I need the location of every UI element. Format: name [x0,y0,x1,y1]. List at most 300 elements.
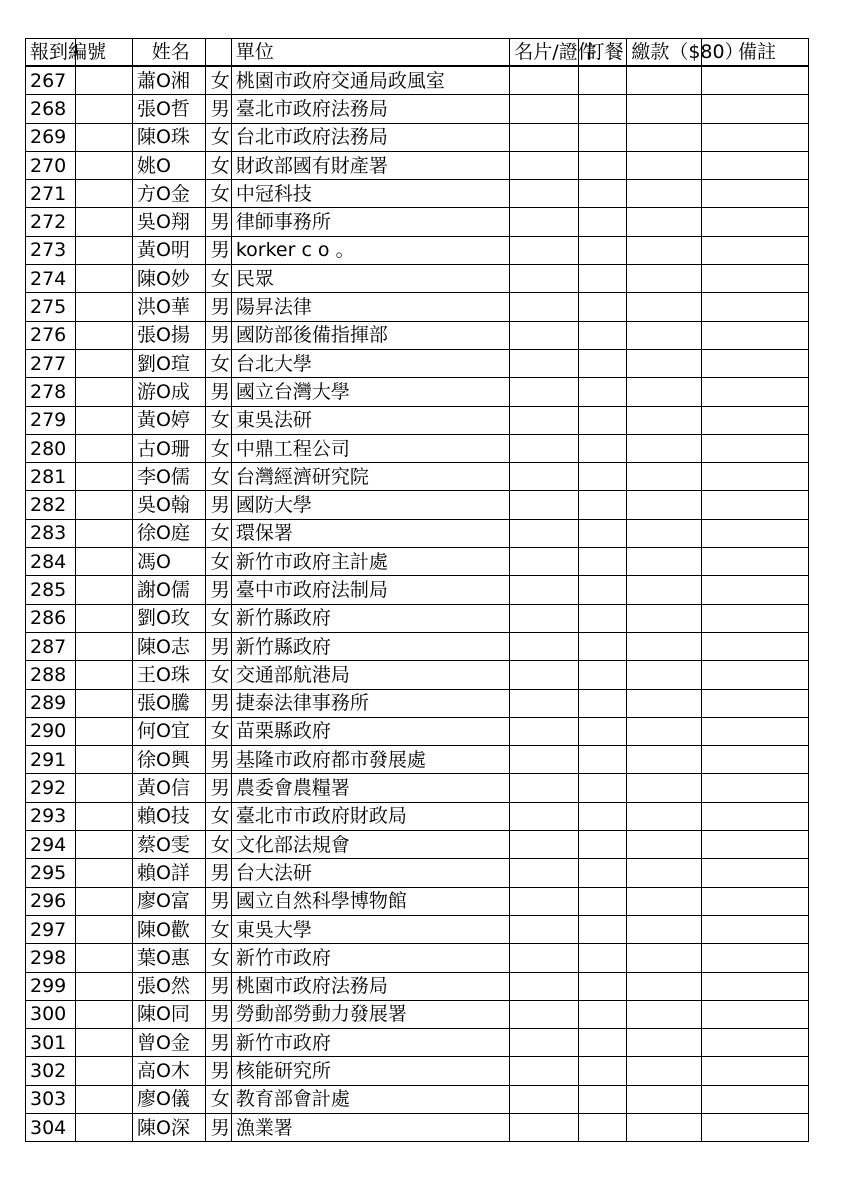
blank-cell [76,349,133,377]
meal-order-cell [578,717,626,745]
payment-cell [627,66,702,95]
remarks-cell [701,576,808,604]
unit-cell: 捷泰法律事務所 [231,689,509,717]
blank-cell [76,689,133,717]
payment-cell [627,180,702,208]
blank-cell [76,208,133,236]
remarks-cell [701,463,808,491]
business-card-cell [510,151,579,179]
unit-cell: 台北大學 [231,349,509,377]
remarks-cell [701,491,808,519]
unit-cell: 農委會農糧署 [231,774,509,802]
remarks-cell [701,349,808,377]
table-row [26,321,809,349]
name-cell: 吳O翔 [132,208,205,236]
table-row [26,661,809,689]
table-row [26,1113,809,1141]
remarks-cell [701,689,808,717]
unit-cell: 國防部後備指揮部 [231,321,509,349]
table-row [26,434,809,462]
meal-order-cell [578,1057,626,1085]
remarks-cell [701,208,808,236]
checkin-number-cell: 294 [26,831,76,859]
checkin-number-cell: 298 [26,944,76,972]
business-card-cell [510,66,579,95]
payment-cell [627,293,702,321]
remarks-cell [701,293,808,321]
name-cell: 蕭O湘 [132,66,205,95]
table-row [26,293,809,321]
payment-cell [627,1029,702,1057]
name-cell: 陳O同 [132,1000,205,1028]
checkin-number-cell: 285 [26,576,76,604]
name-cell: 陳O珠 [132,123,205,151]
unit-cell: 環保署 [231,519,509,547]
payment-cell [627,349,702,377]
blank-cell [76,321,133,349]
sex-cell: 男 [205,236,231,264]
business-card-cell [510,717,579,745]
payment-cell [627,746,702,774]
remarks-cell [701,831,808,859]
sex-cell: 女 [205,519,231,547]
checkin-number-cell: 269 [26,123,76,151]
table-row [26,915,809,943]
blank-cell [76,972,133,1000]
unit-cell: 桃園市政府法務局 [231,972,509,1000]
blank-cell [76,717,133,745]
meal-order-cell [578,604,626,632]
sex-cell: 女 [205,604,231,632]
business-card-cell [510,293,579,321]
table-row [26,123,809,151]
unit-cell: 核能研究所 [231,1057,509,1085]
remarks-cell [701,887,808,915]
registration-table [25,38,809,1142]
name-cell: 陳O妙 [132,265,205,293]
remarks-cell [701,944,808,972]
name-cell: 曾O金 [132,1029,205,1057]
payment-cell [627,604,702,632]
meal-order-cell [578,406,626,434]
checkin-number-cell: 277 [26,349,76,377]
meal-order-cell [578,661,626,689]
checkin-number-cell: 291 [26,746,76,774]
sex-cell: 女 [205,1085,231,1113]
meal-order-cell [578,859,626,887]
unit-cell: 新竹市政府 [231,1029,509,1057]
table-row [26,859,809,887]
checkin-number-cell: 284 [26,548,76,576]
table-row [26,265,809,293]
unit-cell: 財政部國有財產署 [231,151,509,179]
table-row [26,208,809,236]
table-row [26,887,809,915]
meal-order-cell [578,774,626,802]
name-cell: 謝O儒 [132,576,205,604]
name-cell: 姚O [132,151,205,179]
business-card-cell [510,661,579,689]
meal-order-cell [578,831,626,859]
name-cell: 張O揚 [132,321,205,349]
meal-order-cell [578,434,626,462]
checkin-number-cell: 290 [26,717,76,745]
payment-cell [627,1113,702,1141]
remarks-cell [701,1085,808,1113]
blank-cell [76,180,133,208]
business-card-cell [510,746,579,774]
payment-cell [627,859,702,887]
payment-cell [627,378,702,406]
payment-cell [627,915,702,943]
blank-cell [76,491,133,519]
checkin-number-cell: 289 [26,689,76,717]
table-row [26,151,809,179]
checkin-number-cell: 303 [26,1085,76,1113]
table-row [26,1057,809,1085]
payment-cell [627,972,702,1000]
name-cell: 馮O [132,548,205,576]
checkin-number-cell: 287 [26,632,76,660]
meal-order-cell [578,887,626,915]
checkin-number-cell: 304 [26,1113,76,1141]
unit-cell: 律師事務所 [231,208,509,236]
header-name: 姓名 [132,39,205,67]
business-card-cell [510,1113,579,1141]
checkin-number-cell: 272 [26,208,76,236]
payment-cell [627,208,702,236]
business-card-cell [510,632,579,660]
meal-order-cell [578,293,626,321]
name-cell: 洪O華 [132,293,205,321]
table-row [26,831,809,859]
meal-order-cell [578,123,626,151]
remarks-cell [701,1029,808,1057]
table-row [26,944,809,972]
unit-cell: 中冠科技 [231,180,509,208]
blank-cell [76,859,133,887]
table-row [26,378,809,406]
blank-cell [76,887,133,915]
business-card-cell [510,689,579,717]
business-card-cell [510,406,579,434]
checkin-number-cell: 274 [26,265,76,293]
table-row [26,972,809,1000]
sex-cell: 男 [205,1029,231,1057]
blank-cell [76,1000,133,1028]
blank-cell [76,1057,133,1085]
blank-cell [76,66,133,95]
blank-cell [76,1029,133,1057]
sex-cell: 女 [205,180,231,208]
remarks-cell [701,1000,808,1028]
payment-cell [627,1085,702,1113]
payment-cell [627,774,702,802]
business-card-cell [510,831,579,859]
name-cell: 徐O庭 [132,519,205,547]
sex-cell: 男 [205,774,231,802]
checkin-number-cell: 281 [26,463,76,491]
meal-order-cell [578,1000,626,1028]
remarks-cell [701,859,808,887]
remarks-cell [701,236,808,264]
table-row [26,491,809,519]
business-card-cell [510,548,579,576]
business-card-cell [510,604,579,632]
checkin-number-cell: 270 [26,151,76,179]
payment-cell [627,491,702,519]
name-cell: 徐O興 [132,746,205,774]
meal-order-cell [578,180,626,208]
header-payment: 繳款（$80） [627,39,702,67]
unit-cell: 東吳大學 [231,915,509,943]
blank-cell [76,463,133,491]
header-checkin-number: 報到編號 [26,39,76,67]
remarks-cell [701,406,808,434]
remarks-cell [701,95,808,123]
name-cell: 高O木 [132,1057,205,1085]
sex-cell: 女 [205,548,231,576]
payment-cell [627,661,702,689]
blank-cell [76,123,133,151]
remarks-cell [701,66,808,95]
meal-order-cell [578,151,626,179]
table-row [26,576,809,604]
table-row [26,95,809,123]
payment-cell [627,123,702,151]
payment-cell [627,321,702,349]
business-card-cell [510,1085,579,1113]
remarks-cell [701,434,808,462]
sex-cell: 男 [205,321,231,349]
remarks-cell [701,661,808,689]
table-row [26,1029,809,1057]
blank-cell [76,95,133,123]
blank-cell [76,774,133,802]
remarks-cell [701,915,808,943]
unit-cell: 台大法研 [231,859,509,887]
name-cell: 蔡O雯 [132,831,205,859]
meal-order-cell [578,491,626,519]
table-row [26,463,809,491]
payment-cell [627,944,702,972]
meal-order-cell [578,349,626,377]
unit-cell: 台灣經濟研究院 [231,463,509,491]
sex-cell: 男 [205,1113,231,1141]
payment-cell [627,802,702,830]
business-card-cell [510,576,579,604]
business-card-cell [510,519,579,547]
checkin-number-cell: 278 [26,378,76,406]
unit-cell: 國立自然科學博物館 [231,887,509,915]
business-card-cell [510,95,579,123]
unit-cell: 臺中市政府法制局 [231,576,509,604]
name-cell: 劉O瑄 [132,349,205,377]
payment-cell [627,831,702,859]
payment-cell [627,887,702,915]
meal-order-cell [578,208,626,236]
payment-cell [627,548,702,576]
unit-cell: 陽昇法律 [231,293,509,321]
remarks-cell [701,151,808,179]
table-row [26,66,809,95]
payment-cell [627,717,702,745]
meal-order-cell [578,746,626,774]
unit-cell: 中鼎工程公司 [231,434,509,462]
payment-cell [627,519,702,547]
checkin-number-cell: 286 [26,604,76,632]
business-card-cell [510,349,579,377]
meal-order-cell [578,1029,626,1057]
sex-cell: 男 [205,859,231,887]
meal-order-cell [578,519,626,547]
sex-cell: 男 [205,208,231,236]
name-cell: 吳O翰 [132,491,205,519]
checkin-number-cell: 300 [26,1000,76,1028]
checkin-number-cell: 273 [26,236,76,264]
table-row [26,604,809,632]
checkin-number-cell: 282 [26,491,76,519]
sex-cell: 女 [205,717,231,745]
unit-cell: 臺北市政府法務局 [231,95,509,123]
meal-order-cell [578,463,626,491]
unit-cell: 苗栗縣政府 [231,717,509,745]
header-sex [205,39,231,67]
sex-cell: 女 [205,944,231,972]
checkin-number-cell: 288 [26,661,76,689]
unit-cell: 新竹市政府 [231,944,509,972]
meal-order-cell [578,321,626,349]
business-card-cell [510,1057,579,1085]
table-row [26,406,809,434]
unit-cell: 文化部法規會 [231,831,509,859]
payment-cell [627,95,702,123]
sex-cell: 女 [205,265,231,293]
sex-cell: 男 [205,1057,231,1085]
blank-cell [76,151,133,179]
payment-cell [627,576,702,604]
business-card-cell [510,859,579,887]
remarks-cell [701,802,808,830]
sex-cell: 男 [205,576,231,604]
name-cell: 廖O儀 [132,1085,205,1113]
remarks-cell [701,519,808,547]
remarks-cell [701,604,808,632]
unit-cell: 漁業署 [231,1113,509,1141]
unit-cell: 台北市政府法務局 [231,123,509,151]
meal-order-cell [578,689,626,717]
remarks-cell [701,265,808,293]
unit-cell: 東吳法研 [231,406,509,434]
sex-cell: 女 [205,434,231,462]
unit-cell: 基隆市政府都市發展處 [231,746,509,774]
name-cell: 陳O志 [132,632,205,660]
name-cell: 王O珠 [132,661,205,689]
name-cell: 黃O明 [132,236,205,264]
business-card-cell [510,774,579,802]
payment-cell [627,689,702,717]
payment-cell [627,406,702,434]
sex-cell: 男 [205,293,231,321]
name-cell: 廖O富 [132,887,205,915]
table-row [26,689,809,717]
name-cell: 古O珊 [132,434,205,462]
table-row [26,349,809,377]
table-row [26,236,809,264]
sex-cell: 女 [205,66,231,95]
remarks-cell [701,774,808,802]
blank-cell [76,604,133,632]
name-cell: 黃O婷 [132,406,205,434]
meal-order-cell [578,66,626,95]
name-cell: 劉O玫 [132,604,205,632]
remarks-cell [701,632,808,660]
meal-order-cell [578,236,626,264]
business-card-cell [510,321,579,349]
table-row [26,1000,809,1028]
business-card-cell [510,802,579,830]
business-card-cell [510,236,579,264]
sex-cell: 男 [205,632,231,660]
name-cell: 張O然 [132,972,205,1000]
remarks-cell [701,972,808,1000]
blank-cell [76,236,133,264]
checkin-number-cell: 271 [26,180,76,208]
table-row [26,1085,809,1113]
checkin-number-cell: 279 [26,406,76,434]
name-cell: 賴O詳 [132,859,205,887]
name-cell: 張O騰 [132,689,205,717]
blank-cell [76,915,133,943]
name-cell: 游O成 [132,378,205,406]
business-card-cell [510,1000,579,1028]
blank-cell [76,661,133,689]
business-card-cell [510,180,579,208]
meal-order-cell [578,1085,626,1113]
table-row [26,774,809,802]
name-cell: 葉O惠 [132,944,205,972]
business-card-cell [510,434,579,462]
checkin-number-cell: 297 [26,915,76,943]
business-card-cell [510,123,579,151]
meal-order-cell [578,915,626,943]
meal-order-cell [578,1113,626,1141]
meal-order-cell [578,548,626,576]
checkin-number-cell: 276 [26,321,76,349]
remarks-cell [701,1057,808,1085]
business-card-cell [510,378,579,406]
checkin-number-cell: 296 [26,887,76,915]
business-card-cell [510,887,579,915]
business-card-cell [510,944,579,972]
payment-cell [627,236,702,264]
name-cell: 陳O深 [132,1113,205,1141]
header-remarks: 備註 [701,39,808,67]
header-meal-order: 訂餐 [578,39,626,67]
checkin-number-cell: 293 [26,802,76,830]
blank-cell [76,548,133,576]
sex-cell: 男 [205,378,231,406]
meal-order-cell [578,95,626,123]
checkin-number-cell: 267 [26,66,76,95]
remarks-cell [701,746,808,774]
table-row [26,746,809,774]
blank-cell [76,406,133,434]
name-cell: 李O儒 [132,463,205,491]
sex-cell: 男 [205,746,231,774]
table-row [26,519,809,547]
sex-cell: 女 [205,802,231,830]
